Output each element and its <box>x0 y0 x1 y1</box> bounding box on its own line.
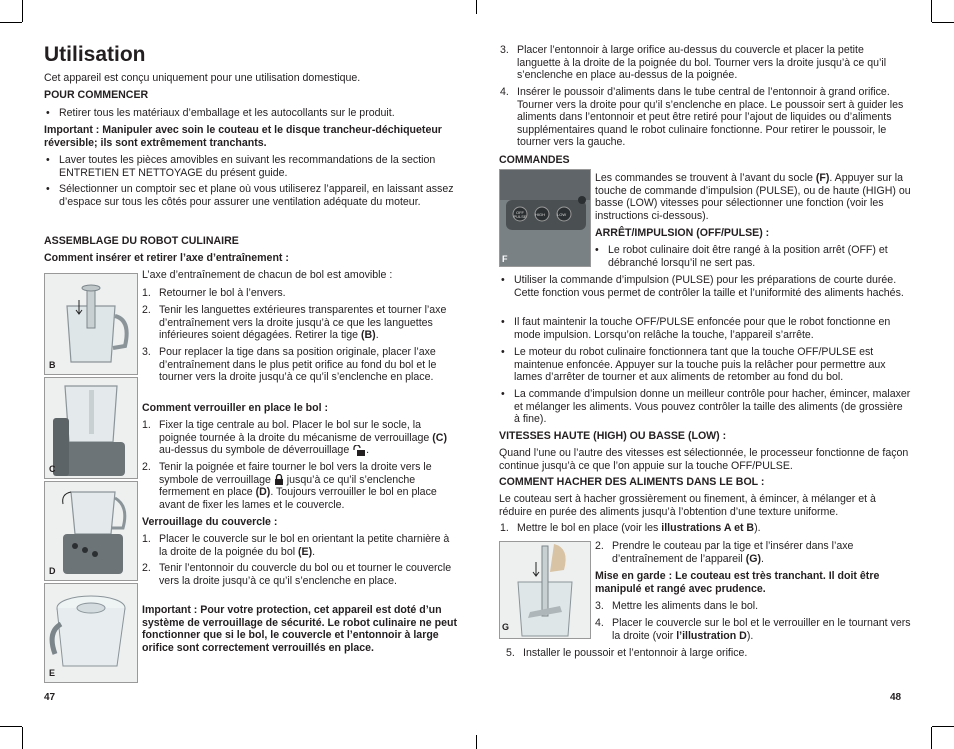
list-item: • Le robot culinaire doit être rangé à la position arrêt (OFF) et débranché lorsqu’il ne sert pas. <box>595 244 888 269</box>
blade-insert-image <box>500 542 590 638</box>
panel-label: OFF PULSE <box>513 210 527 219</box>
crop-mark <box>932 726 954 727</box>
paragraph: Les commandes se trouvent à l’avant du socle (F). Appuyer sur la touche de commande d’impulsion (PULSE), ou de haute (HIGH) ou basse (LOW) vitesses pour sélectionner une fonction (voir les instructions ci-dessous). <box>595 172 911 222</box>
crop-mark <box>932 22 954 23</box>
list-item: 1. Mettre le bol en place (voir les illustrations A et B). <box>500 522 761 534</box>
list-item: 1. Retourner le bol à l’envers. <box>142 287 286 299</box>
illustration-label: G <box>502 622 510 632</box>
panel-label: LOW <box>557 212 567 217</box>
food-processor-base-image <box>45 378 137 478</box>
crop-mark <box>476 735 477 749</box>
list-item: 2. Tenir la poignée et faire tourner le bol vers la droite vers le symbole de verrouillage jusqu’à ce qu’il s’enclenche fermement en place (D). Toujours verrouiller le bol en place avant de fixer les lames et le couvercle. <box>142 461 437 511</box>
list-item: • Laver toutes les pièces amovibles en suivant les recommandations de la section ENTRETIEN ET NETTOYAGE du présent guide. <box>46 154 436 179</box>
illustration-c <box>44 377 138 479</box>
food-processor-lid-image <box>45 584 137 682</box>
important-note: Important : Manipuler avec soin le couteau et le disque trancheur-déchiqueteur réversible; ils sont extrêmement tranchants. <box>44 124 442 149</box>
illustration-e <box>44 583 138 683</box>
list-item: 1. Fixer la tige centrale au bol. Placer le bol sur le socle, la poignée tournée à la droite du mécanisme de verrouillage (C) au-dessus du symbole de déverrouillage . <box>142 419 447 457</box>
illustration-label: E <box>49 668 56 678</box>
section-heading: COMMENT HACHER DES ALIMENTS DANS LE BOL : <box>499 476 765 488</box>
list-item: 3. Placer l’entonnoir à large orifice au-dessus du couvercle et placer la petite languette à la droite de la poignée du bol. Tourner vers la droite jusqu’à ce qu’il s’enclenche en place au-dessus de la poignée. <box>500 44 887 82</box>
crop-mark <box>22 727 23 749</box>
crop-mark <box>931 727 932 749</box>
subsection-heading: Comment verrouiller en place le bol : <box>142 402 329 414</box>
list-item: • Sélectionner un comptoir sec et plane où vous utiliserez l’appareil, en laissant assez d’espace sur tous les côtés pour assurer une ventilation adéquate du moteur. <box>46 183 454 208</box>
list-item: 2. Prendre le couteau par la tige et l’insérer dans l’axe d’entraînement de l’appareil (G). <box>595 540 854 565</box>
list-item: 4. Insérer le poussoir d’aliments dans le tube central de l’entonnoir à grand orifice. Tourner vers la droite pour qu’il s’enclenche en place. Le poussoir sert à guider les aliments dans l’entonnoir et peut être retiré pour l’ajout de liquides ou d’aliments supplémentaires quand le robot culinaire fonctionne. Pour retirer le poussoir, le tourner vers la gauche. <box>500 86 904 149</box>
illustration-g <box>499 541 591 639</box>
section-heading: VITESSES HAUTE (HIGH) OU BASSE (LOW) : <box>499 430 727 442</box>
crop-mark <box>0 726 22 727</box>
crop-mark <box>0 22 22 23</box>
list-item: • Retirer tous les matériaux d’emballage et les autocollants sur le produit. <box>46 107 395 119</box>
crop-mark <box>931 0 932 22</box>
illustration-f <box>499 169 591 267</box>
lock-icon <box>274 474 284 485</box>
list-item: 2. Tenir les languettes extérieures transparentes et tourner l’axe d’entraînement vers la droite jusqu’à ce que les languettes inférieures soient dégagées. Retirer la tige (B). <box>142 304 447 342</box>
crop-mark <box>476 0 477 14</box>
panel-label: HIGH <box>535 212 545 217</box>
list-item: • Utiliser la commande d’impulsion (PULSE) pour les préparations de courte durée. Cette fonction vous permet de contrôler la taille et l’uniformité des aliments hachés. <box>501 274 904 299</box>
page-title: Utilisation <box>44 43 146 66</box>
illustration-label: D <box>49 566 56 576</box>
list-item: 5. Installer le poussoir et l’entonnoir à large orifice. <box>506 647 748 659</box>
list-item: 3. Mettre les aliments dans le bol. <box>595 600 759 612</box>
food-processor-locked-image <box>45 482 137 580</box>
important-note: Important : Pour votre protection, cet appareil est doté d’un système de verrouillage de sécurité. Le robot culinaire ne peut fonctionner que si le bol, le couvercle et l’entonnoir à large orifice sont correctement verrouillés en place. <box>142 604 457 654</box>
illustration-label: F <box>502 254 508 264</box>
warning-note: Mise en garde : Le couteau est très tranchant. Il doit être manipulé et rangé avec prudence. <box>595 570 880 595</box>
section-heading: ASSEMBLAGE DU ROBOT CULINAIRE <box>44 235 239 247</box>
paragraph: Quand l’une ou l’autre des vitesses est sélectionnée, le processeur fonctionne de façon continue jusqu’à ce que l’on appuie sur la touche OFF/PULSE. <box>499 447 909 472</box>
list-item: • Le moteur du robot culinaire fonctionnera tant que la touche OFF/PULSE est maintenue enfoncée. Appuyer sur la touche puis la relâcher pour permettre aux lames d’arrêter de tourner et aux aliments de retomber au fond du bol. <box>501 346 886 384</box>
list-item: 4. Placer le couvercle sur le bol et le verrouiller en le tournant vers la droite (voir l’illustration D). <box>595 617 911 642</box>
page-number: 47 <box>44 692 56 703</box>
list-item: • Il faut maintenir la touche OFF/PULSE enfoncée pour que le robot fonctionne en mode impulsion. Lorsqu’on relâche la touche, l’appareil s’arrête. <box>501 316 891 341</box>
list-item: • La commande d’impulsion donne un meilleur contrôle pour hacher, émincer, malaxer et mélanger les aliments. Vous pouvez contrôler la taille des aliments (de grossière à fine). <box>501 388 911 426</box>
illustration-d <box>44 481 138 581</box>
illustration-label: C <box>49 464 56 474</box>
illustration-b <box>44 273 138 375</box>
page-number: 48 <box>890 692 902 703</box>
food-processor-bowl-image <box>45 274 137 374</box>
intro-text: Cet appareil est conçu uniquement pour une utilisation domestique. <box>44 72 361 84</box>
unlock-icon <box>352 445 366 456</box>
subsection-heading: ARRÊT/IMPULSION (OFF/PULSE) : <box>595 227 770 239</box>
section-heading: COMMANDES <box>499 154 570 166</box>
paragraph: Le couteau sert à hacher grossièrement ou finement, à émincer, à mélanger et à réduire en purée des aliments jusqu’à l’obtention d’une texture uniforme. <box>499 493 876 518</box>
paragraph: L’axe d’entraînement de chacun de bol est amovible : <box>142 269 393 281</box>
list-item: 3. Pour replacer la tige dans sa position originale, placer l’axe d’entraînement dans le plus petit orifice au fond du bol et le tourner vers la droite jusqu’à ce qu’il s’enclenche en place. <box>142 346 437 384</box>
subsection-heading: Verrouillage du couvercle : <box>142 516 278 528</box>
list-item: 1. Placer le couvercle sur le bol en orientant la petite charnière à la droite de la poignée du bol (E). <box>142 533 450 558</box>
illustration-label: B <box>49 360 56 370</box>
list-item: 2. Tenir l’entonnoir du couvercle du bol ou et tourner le couvercle vers la droite jusqu’à ce qu’il s’enclenche en place. <box>142 562 452 587</box>
crop-mark <box>22 0 23 22</box>
subsection-heading: Comment insérer et retirer l’axe d’entraînement : <box>44 252 289 264</box>
section-heading: POUR COMMENCER <box>44 89 149 101</box>
